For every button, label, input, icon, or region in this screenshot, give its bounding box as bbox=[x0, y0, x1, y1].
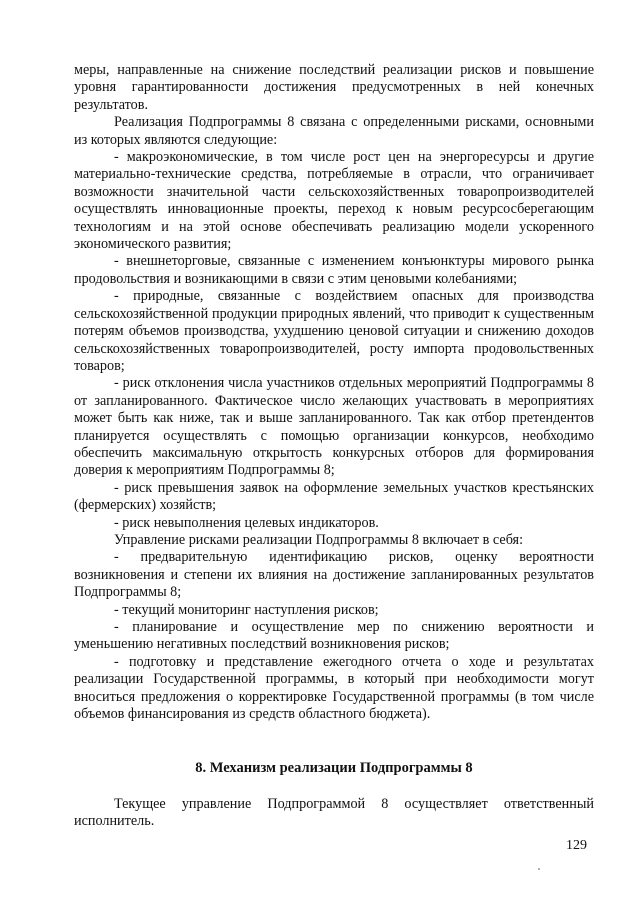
page-number: 129 bbox=[566, 838, 587, 853]
management-item-reporting: - подготовку и представление ежегодного отчета о ходе и результатах реализации Государственной программы, в который при необходимости могут вноситься предложения о корректировке Государственной программы (в том числе объемов финансирования из средств областного бюджета). bbox=[74, 653, 594, 723]
management-item-planning: - планирование и осуществление мер по снижению вероятности и уменьшению негативных последствий возникновения рисков; bbox=[74, 619, 594, 653]
scan-artifact bbox=[538, 868, 540, 870]
management-item-identification: - предварительную идентификацию рисков, оценку вероятности возникновения и степени их влияния на достижение запланированных результатов Подпрограммы 8; bbox=[74, 549, 594, 601]
body-text bbox=[74, 62, 594, 723]
risk-item-land-applications: - риск превышения заявок на оформление земельных участков крестьянских (фермерских) хозяйств; bbox=[74, 479, 594, 514]
section-heading: 8. Механизм реализации Подпрограммы 8 bbox=[195, 760, 473, 776]
paragraph-current-management: Текущее управление Подпрограммой 8 осуществляет ответственный исполнитель. bbox=[74, 796, 594, 830]
final-text bbox=[74, 796, 594, 831]
risk-item-foreign-trade: - внешнеторговые, связанные с изменением конъюнктуры мирового рынка продовольствия и возникающими в связи с этим ценовыми колебаниями; bbox=[74, 253, 594, 287]
paragraph-risk-management-intro: Управление рисками реализации Подпрограммы 8 включает в себя: bbox=[114, 531, 524, 548]
risk-item-indicators: - риск невыполнения целевых индикаторов. bbox=[114, 514, 379, 531]
risk-item-participants: - риск отклонения числа участников отдельных мероприятий Подпрограммы 8 от запланированного. Фактическое число желающих участвовать в мероприятиях может быть как ниже, так и выше запланированного. Так как отбор претендентов планируется осуществлять с помощью организации конкурсов, необходимо обеспечить максимальную открытость конкурсных отборов для формирования доверия к мероприятиям Подпрограммы 8; bbox=[74, 375, 594, 479]
management-item-monitoring: - текущий мониторинг наступления рисков; bbox=[114, 601, 379, 618]
risk-item-macroeconomic: - макроэкономические, в том числе рост цен на энергоресурсы и другие материально-технические средства, потребляемые в отрасли, что ограничивает возможности значительной части сельскохозяйственных товаропроизводителей осуществлять инновационные проекты, переход к новым ресурсосберегающим технологиям и на этой основе обеспечивать реализацию модели ускоренного экономического развития; bbox=[74, 149, 594, 253]
paragraph-continuation: меры, направленные на снижение последствий реализации рисков и повышение уровня гарантированности достижения предусмотренных в ней конечных результатов. bbox=[74, 62, 594, 113]
risk-item-natural: - природные, связанные с воздействием опасных для производства сельскохозяйственной продукции природных явлений, что приводит к существенным потерям объемов производства, ухудшению ценовой ситуации и снижению доходов сельскохозяйственных товаропроизводителей, росту импорта продовольственных товаров; bbox=[74, 288, 594, 374]
paragraph-risks-intro: Реализация Подпрограммы 8 связана с определенными рисками, основными из которых являются следующие: bbox=[74, 114, 594, 148]
